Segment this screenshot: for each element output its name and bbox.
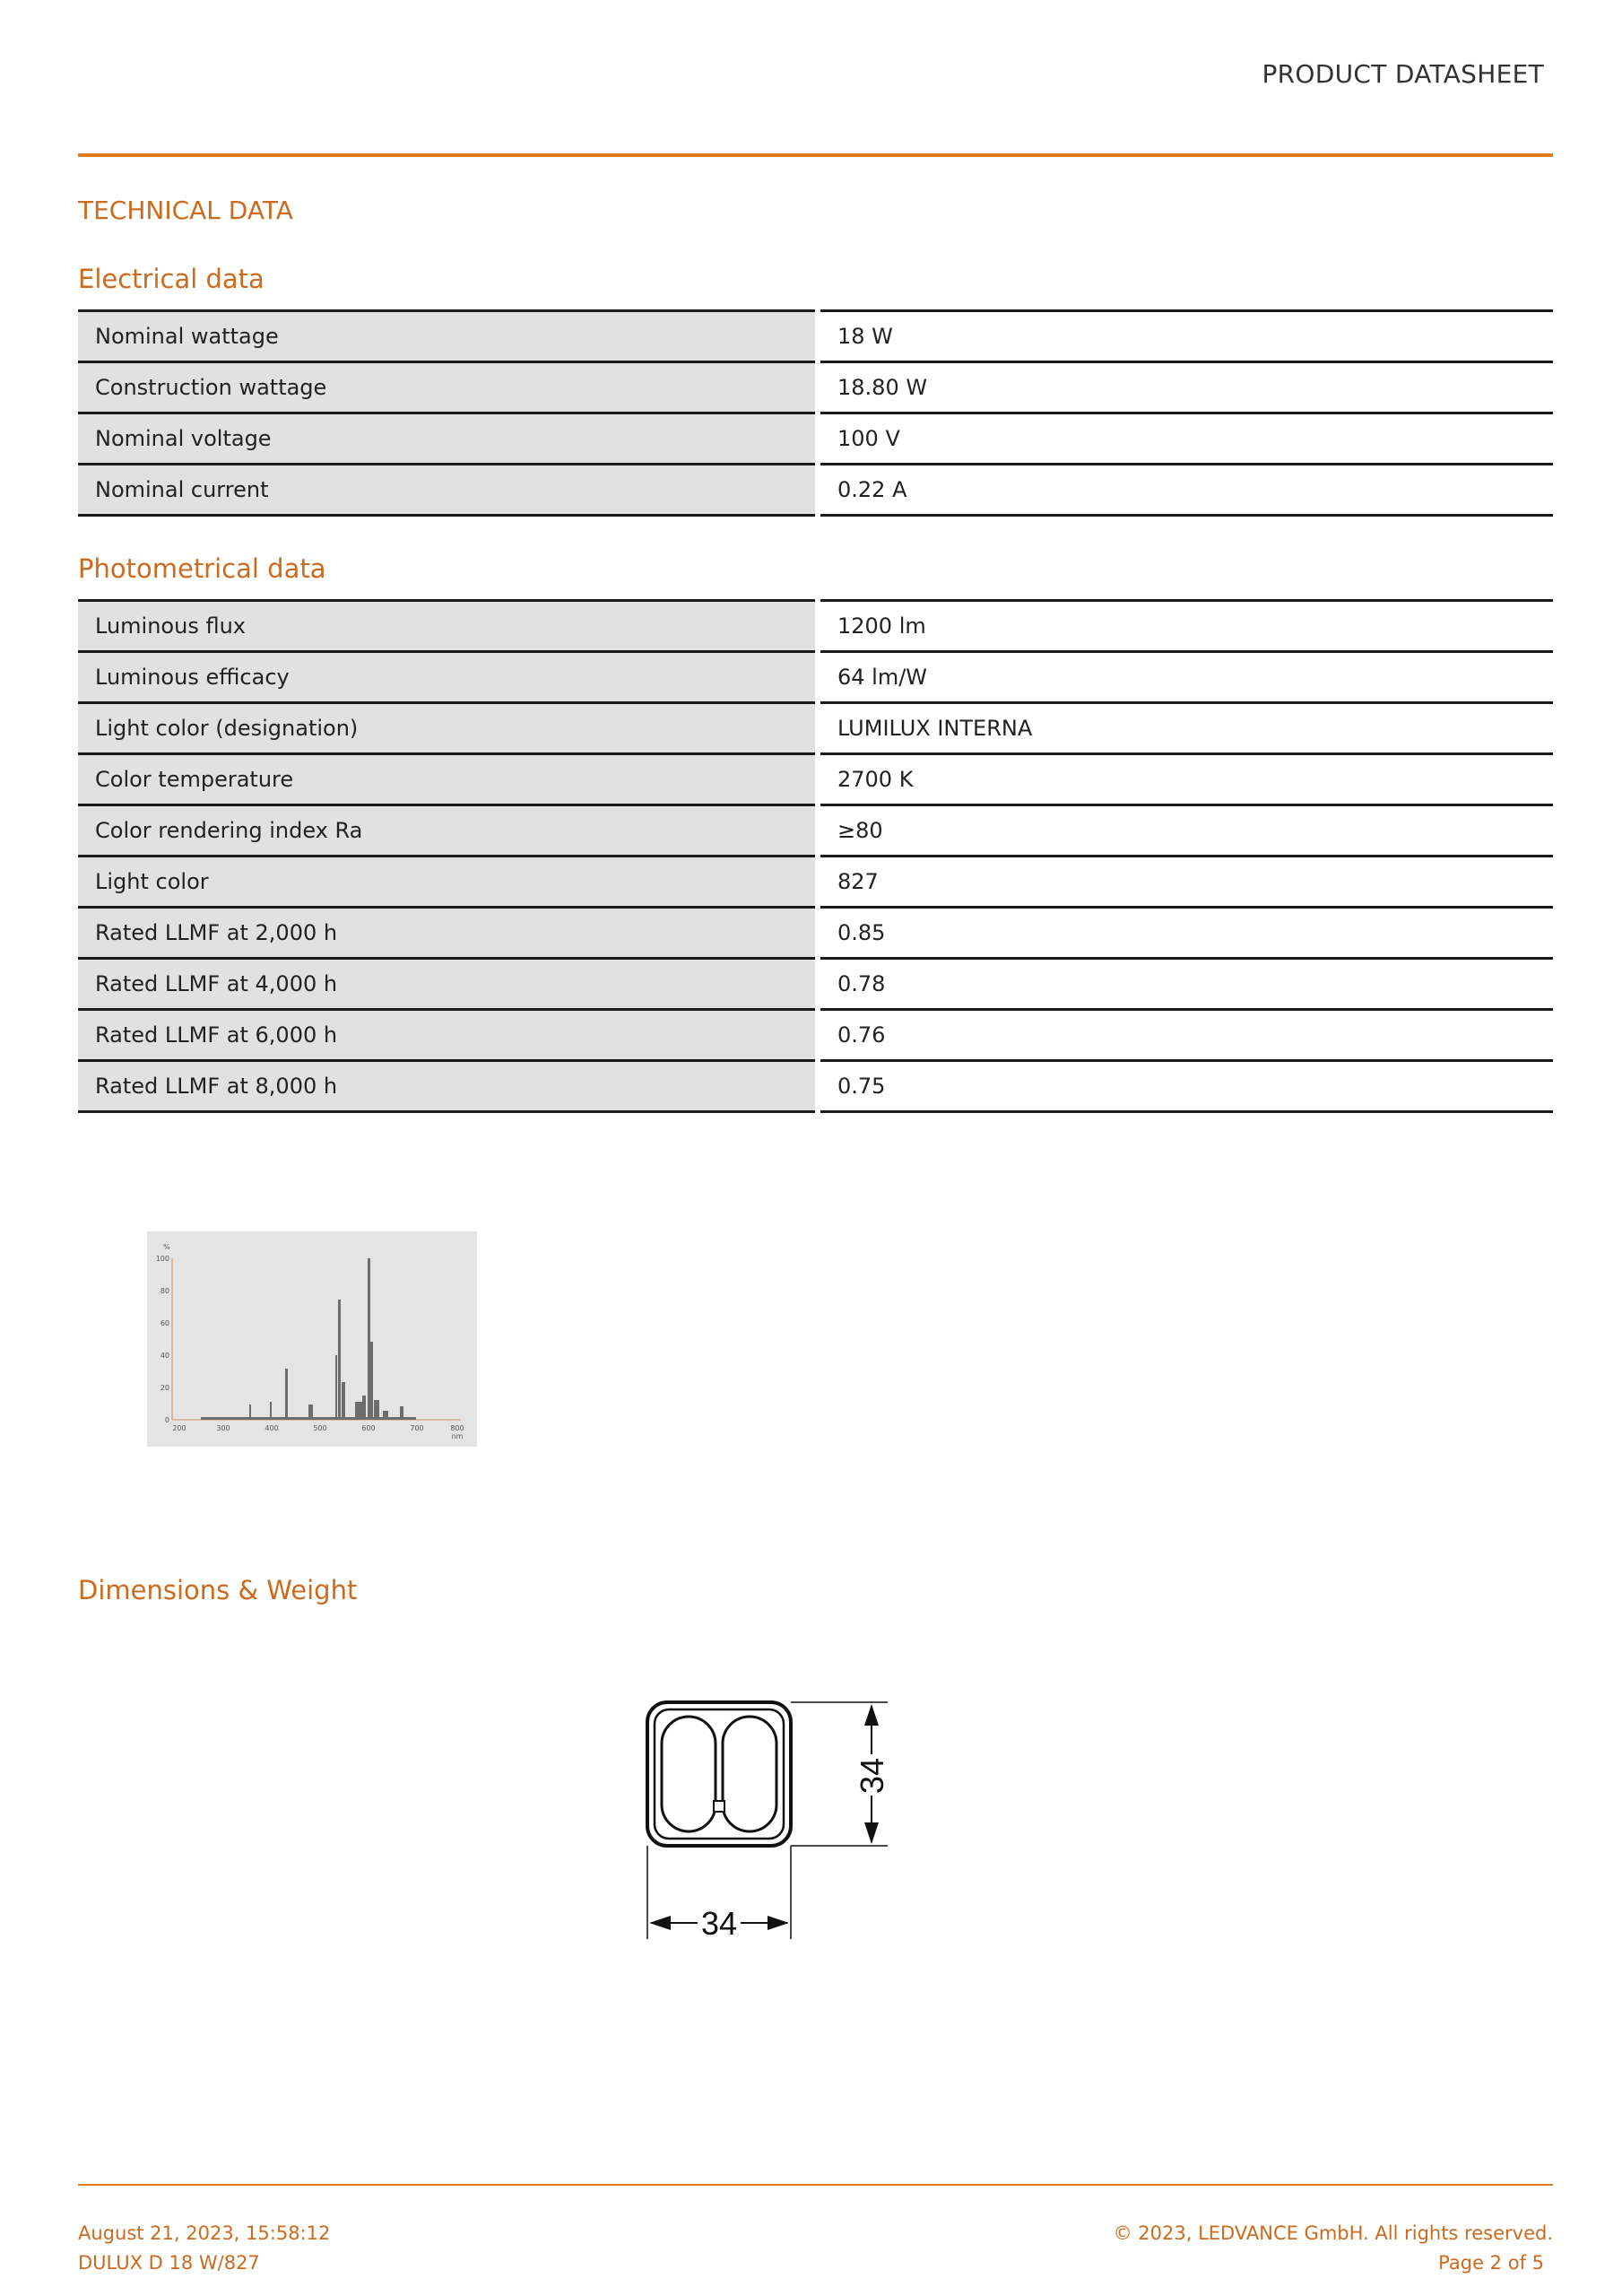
- spectrum-x-tick: 500: [313, 1424, 327, 1432]
- spectrum-x-tick: 400: [265, 1424, 279, 1432]
- row-label: Luminous efficacy: [78, 652, 818, 703]
- table-row: [78, 857, 1553, 908]
- row-value: 18 W: [818, 311, 1553, 362]
- row-label: Construction wattage: [78, 362, 818, 413]
- table-row: [78, 465, 1553, 516]
- spectrum-x-tick: 300: [216, 1424, 230, 1432]
- spectrum-y-tick: 80: [160, 1287, 169, 1295]
- width-label: 34: [700, 1905, 738, 1942]
- spectrum-y-tick: 0: [164, 1416, 169, 1424]
- table-row: [78, 805, 1553, 857]
- row-label: Light color (designation): [78, 703, 818, 754]
- row-label: Luminous flux: [78, 601, 818, 652]
- row-value: 64 lm/W: [818, 652, 1553, 703]
- arrow-right-icon: [768, 1916, 789, 1930]
- height-label: 34: [854, 1757, 890, 1795]
- spectrum-y-tick: 40: [160, 1352, 169, 1360]
- row-label: Nominal current: [78, 465, 818, 516]
- spectrum-x-tick: 200: [172, 1424, 186, 1432]
- row-value: 100 V: [818, 413, 1553, 465]
- table-row: [78, 959, 1553, 1010]
- row-label: Nominal wattage: [78, 311, 818, 362]
- table-row: [78, 1010, 1553, 1061]
- electrical-data-title: Electrical data: [78, 264, 265, 294]
- table-row: [78, 601, 1553, 652]
- dimensions-weight-title: Dimensions & Weight: [78, 1575, 358, 1605]
- row-label: Light color: [78, 857, 818, 908]
- spectrum-x-tick: 700: [410, 1424, 424, 1432]
- dimension-drawing: [628, 1686, 915, 1955]
- spectrum-y-unit: %: [163, 1243, 170, 1251]
- arrow-left-icon: [649, 1916, 671, 1930]
- row-value: 0.76: [818, 1010, 1553, 1061]
- lamp-tube-left: [662, 1717, 716, 1831]
- row-label: Rated LLMF at 4,000 h: [78, 959, 818, 1010]
- spectrum-x-tick: 600: [361, 1424, 376, 1432]
- row-value: LUMILUX INTERNA: [818, 703, 1553, 754]
- spectral-distribution-image: [147, 1231, 477, 1447]
- lamp-tube-right: [723, 1717, 776, 1831]
- footer-copyright: © 2023, LEDVANCE GmbH. All rights reserved.: [1113, 2222, 1553, 2244]
- row-value: 0.75: [818, 1061, 1553, 1112]
- footer-product: DULUX D 18 W/827: [78, 2252, 260, 2274]
- row-label: Color rendering index Ra: [78, 805, 818, 857]
- header-rule: [78, 153, 1553, 157]
- electrical-data-table: [78, 309, 1553, 517]
- table-row: [78, 652, 1553, 703]
- row-label: Rated LLMF at 6,000 h: [78, 1010, 818, 1061]
- footer-page-number: Page 2 of 5: [1438, 2252, 1544, 2274]
- row-value: 18.80 W: [818, 362, 1553, 413]
- table-row: [78, 413, 1553, 465]
- section-title: TECHNICAL DATA: [78, 196, 293, 225]
- spectrum-y-tick: 60: [160, 1319, 169, 1327]
- spectrum-y-tick: 100: [155, 1255, 169, 1263]
- row-value: 0.85: [818, 908, 1553, 959]
- tube-bridge: [714, 1801, 724, 1812]
- row-value: 0.22 A: [818, 465, 1553, 516]
- row-value: 0.78: [818, 959, 1553, 1010]
- row-value: ≥80: [818, 805, 1553, 857]
- footer-timestamp: August 21, 2023, 15:58:12: [78, 2222, 331, 2244]
- table-row: [78, 362, 1553, 413]
- table-row: [78, 311, 1553, 362]
- table-row: [78, 754, 1553, 805]
- spectrum-x-tick: 800: [450, 1424, 464, 1432]
- row-label: Color temperature: [78, 754, 818, 805]
- photometrical-data-title: Photometrical data: [78, 553, 326, 584]
- lamp-inner-outline: [655, 1709, 784, 1839]
- document-type: PRODUCT DATASHEET: [1262, 59, 1544, 89]
- table-row: [78, 908, 1553, 959]
- spectrum-y-tick: 20: [160, 1384, 169, 1392]
- row-value: 1200 lm: [818, 601, 1553, 652]
- spectrum-x-unit: nm: [451, 1432, 464, 1440]
- row-label: Rated LLMF at 8,000 h: [78, 1061, 818, 1112]
- arrow-up-icon: [864, 1704, 879, 1726]
- footer-rule: [78, 2184, 1553, 2186]
- table-row: [78, 1061, 1553, 1112]
- row-label: Rated LLMF at 2,000 h: [78, 908, 818, 959]
- row-label: Nominal voltage: [78, 413, 818, 465]
- table-row: [78, 703, 1553, 754]
- arrow-down-icon: [864, 1822, 879, 1844]
- row-value: 827: [818, 857, 1553, 908]
- row-value: 2700 K: [818, 754, 1553, 805]
- photometrical-data-table: [78, 599, 1553, 1113]
